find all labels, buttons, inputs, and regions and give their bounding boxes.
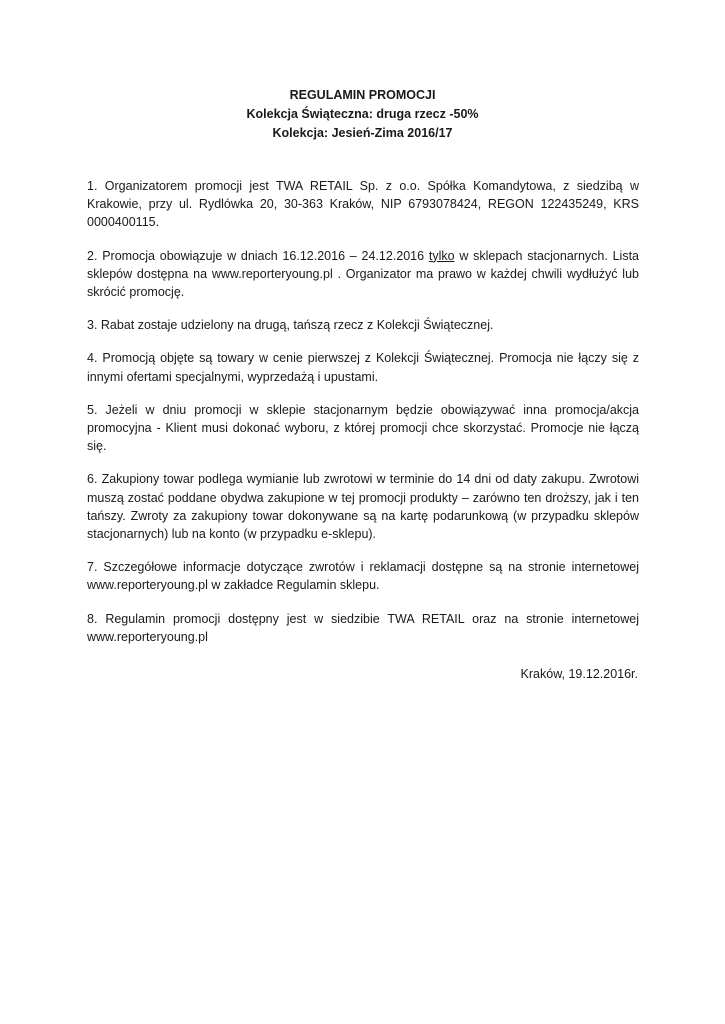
document-subtitle-collection: Kolekcja Świąteczna: druga rzecz -50% bbox=[246, 107, 479, 121]
paragraph-3: 3. Rabat zostaje udzielony na drugą, tańszą rzecz z Kolekcji Świątecznej. bbox=[87, 318, 494, 333]
document-title: REGULAMIN PROMOCJI bbox=[289, 88, 436, 102]
document-header bbox=[0, 86, 725, 143]
underlined-word: tylko bbox=[428, 248, 455, 263]
paragraph-7: 7. Szczegółowe informacje dotyczące zwrotów i reklamacji dostępne są na stronie internetowej www.reporteryoung.pl w zakładce Regulamin sklepu. bbox=[87, 560, 639, 593]
paragraph-6: 6. Zakupiony towar podlega wymianie lub zwrotowi w terminie do 14 dni od daty zakupu. Zwrotowi muszą zostać poddane obydwa zakupione w tej promocji produkty – zarówno ten droższy, jak i ten tańszy. Zwroty za zakupiony towar dokonywane są na kartę podarunkową (w przypadku sklepów stacjonarnych) lub na konto (w przypadku e-sklepu). bbox=[87, 472, 639, 542]
paragraph-5: 5. Jeżeli w dniu promocji w sklepie stacjonarnym będzie obowiązywać inna promocja/akcja promocyjna - Klient musi dokonać wyboru, z której promocji chce skorzystać. Promocje nie łączą się. bbox=[87, 402, 639, 454]
place-and-date: Kraków, 19.12.2016r. bbox=[520, 667, 638, 681]
paragraph-2-start: 2. Promocja obowiązuje w dniach 16.12.2016 – 24.12.2016 bbox=[87, 248, 429, 263]
regulation-body bbox=[87, 177, 639, 661]
paragraph-4: 4. Promocją objęte są towary w cenie pierwszej z Kolekcji Świątecznej. Promocja nie łączy się z innymi ofertami specjalnymi, wyprzedażą i upustami. bbox=[87, 351, 639, 384]
paragraph-8: 8. Regulamin promocji dostępny jest w siedzibie TWA RETAIL oraz na stronie internetowej www.reporteryoung.pl bbox=[87, 611, 639, 644]
document-subtitle-season: Kolekcja: Jesień-Zima 2016/17 bbox=[272, 126, 453, 140]
paragraph-2-end: w sklepach stacjonarnych. Lista sklepów dostępna na www.reporteryoung.pl . Organizator ma prawo w każdej chwili wydłużyć lub skrócić promocję. bbox=[87, 248, 639, 300]
paragraph-2 bbox=[87, 247, 639, 302]
paragraph-1: 1. Organizatorem promocji jest TWA RETAIL Sp. z o.o. Spółka Komandytowa, z siedzibą w Krakowie, przy ul. Rydlówka 20, 30-363 Kraków, NIP 6793078424, REGON 122435249, KRS 0000400115. bbox=[87, 179, 639, 230]
